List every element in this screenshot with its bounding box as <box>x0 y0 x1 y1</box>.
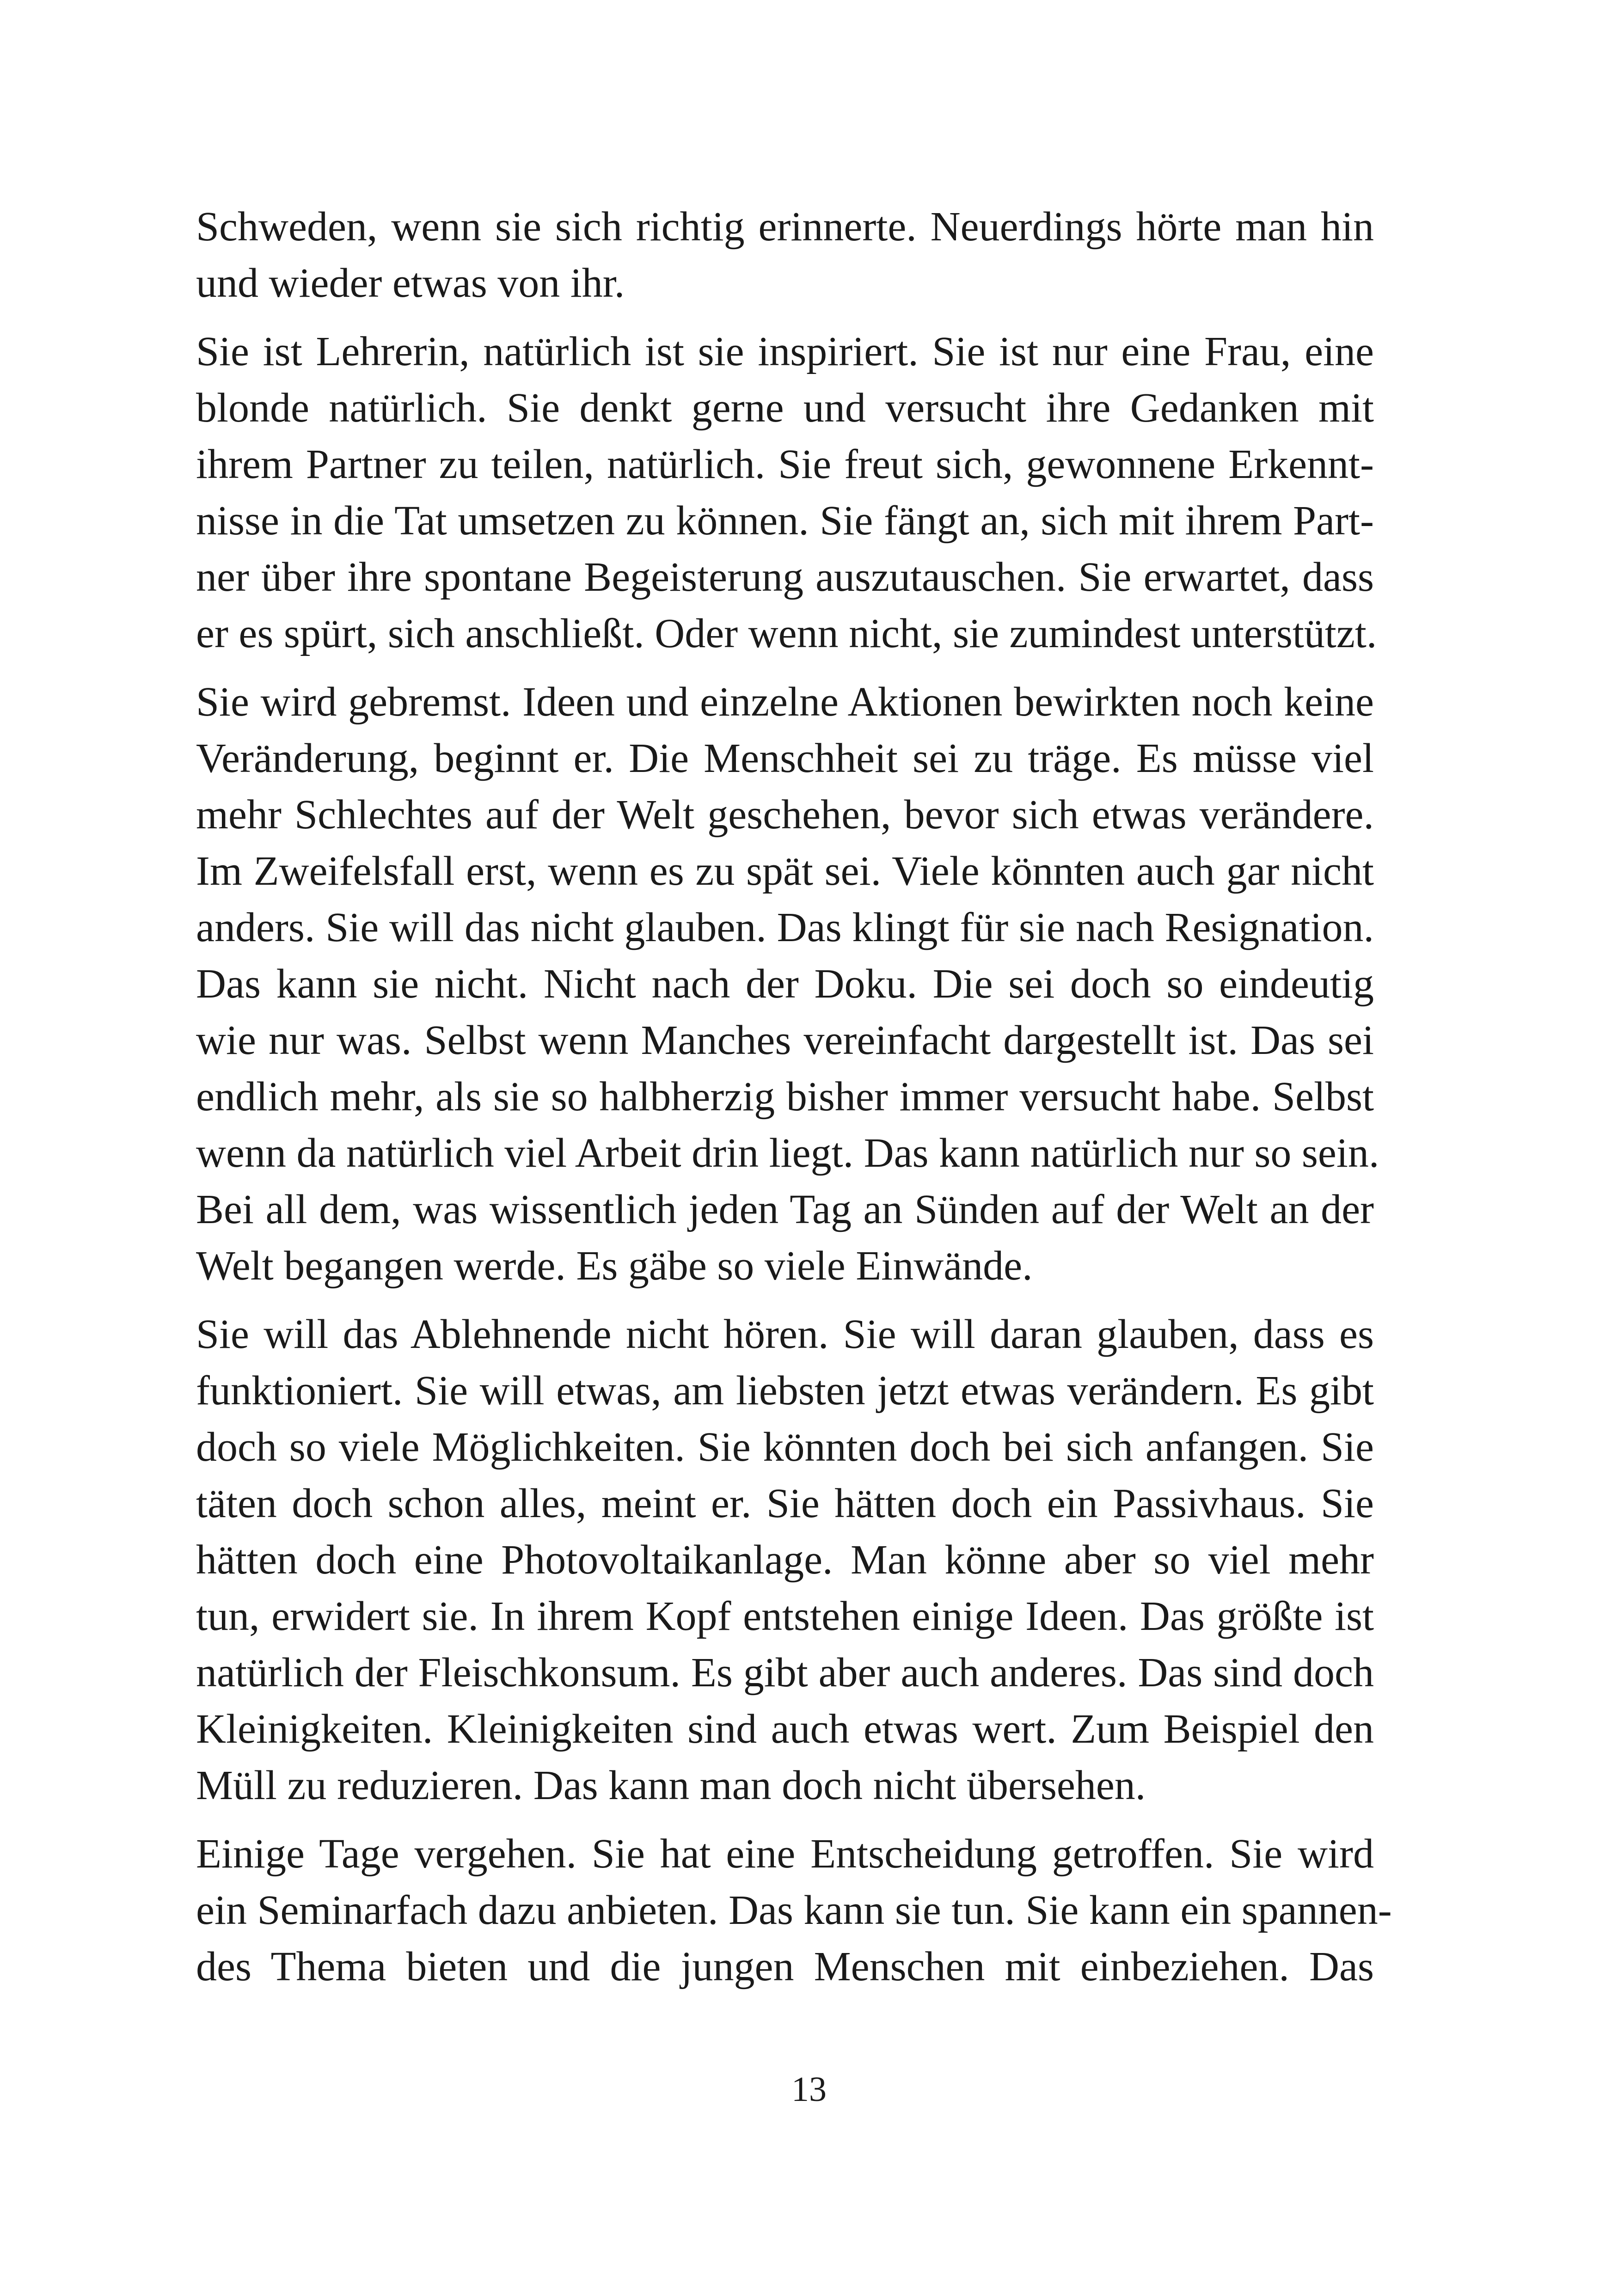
text-line: blonde natürlich. Sie denkt gerne und versucht ihre Gedanken mit <box>196 385 1374 431</box>
text-line: hätten doch eine Photovoltaikanlage. Man könne aber so viel mehr <box>196 1537 1374 1583</box>
text-line: wie nur was. Selbst wenn Manches vereinfacht dargestellt ist. Das sei <box>196 1017 1374 1063</box>
text-line: Welt begangen werde. Es gäbe so viele Einwände. <box>196 1243 1033 1289</box>
text-line: Das kann sie nicht. Nicht nach der Doku. Die sei doch so eindeutig <box>196 961 1374 1007</box>
paragraph <box>196 674 1379 1294</box>
page-number: 13 <box>791 2070 827 2109</box>
text-line: täten doch schon alles, meint er. Sie hätten doch ein Passivhaus. Sie <box>196 1481 1374 1526</box>
text-line: er es spürt, sich anschließt. Oder wenn nicht, sie zumindest unterstützt. <box>196 611 1377 656</box>
text-line: Einige Tage vergehen. Sie hat eine Entscheidung getroffen. Sie wird <box>196 1831 1374 1877</box>
body-text <box>196 199 1392 2007</box>
text-line: mehr Schlechtes auf der Welt geschehen, bevor sich etwas verändere. <box>196 792 1374 838</box>
text-line: ein Seminarfach dazu anbieten. Das kann sie tun. Sie kann ein spannen- <box>196 1887 1392 1933</box>
text-line: Veränderung, beginnt er. Die Menschheit sei zu träge. Es müsse viel <box>196 735 1374 781</box>
text-line: Kleinigkeiten. Kleinigkeiten sind auch etwas wert. Zum Beispiel den <box>196 1706 1374 1752</box>
text-line: Im Zweifelsfall erst, wenn es zu spät sei. Viele könnten auch gar nicht <box>196 848 1374 894</box>
text-line: Sie will das Ablehnende nicht hören. Sie will daran glauben, dass es <box>196 1311 1374 1357</box>
text-line: doch so viele Möglichkeiten. Sie könnten doch bei sich anfangen. Sie <box>196 1424 1374 1470</box>
text-line: Schweden, wenn sie sich richtig erinnerte. Neuerdings hörte man hin <box>196 204 1374 250</box>
text-line: ner über ihre spontane Begeisterung auszutauschen. Sie erwartet, dass <box>196 554 1374 600</box>
text-line: des Thema bieten und die jungen Menschen mit einbeziehen. Das <box>196 1944 1374 1990</box>
text-line: tun, erwidert sie. In ihrem Kopf entstehen einige Ideen. Das größte ist <box>196 1593 1374 1639</box>
paragraph <box>196 199 1374 312</box>
paragraph <box>196 324 1377 662</box>
text-line: wenn da natürlich viel Arbeit drin liegt. Das kann natürlich nur so sein. <box>196 1130 1379 1176</box>
text-line: und wieder etwas von ihr. <box>196 260 625 306</box>
paragraph <box>196 1826 1392 1995</box>
text-line: nisse in die Tat umsetzen zu können. Sie fängt an, sich mit ihrem Part- <box>196 498 1374 544</box>
text-line: Sie ist Lehrerin, natürlich ist sie inspiriert. Sie ist nur eine Frau, eine <box>196 329 1374 374</box>
text-line: ihrem Partner zu teilen, natürlich. Sie freut sich, gewonnene Erkennt- <box>196 441 1374 487</box>
text-line: Sie wird gebremst. Ideen und einzelne Aktionen bewirkten noch keine <box>196 679 1374 725</box>
text-line: natürlich der Fleischkonsum. Es gibt aber auch anderes. Das sind doch <box>196 1650 1374 1696</box>
text-line: anders. Sie will das nicht glauben. Das klingt für sie nach Resignation. <box>196 905 1374 950</box>
text-line: funktioniert. Sie will etwas, am liebsten jetzt etwas verändern. Es gibt <box>196 1368 1374 1414</box>
text-line: Bei all dem, was wissentlich jeden Tag an Sünden auf der Welt an der <box>196 1187 1374 1232</box>
text-line: Müll zu reduzieren. Das kann man doch nicht übersehen. <box>196 1763 1146 1808</box>
paragraph <box>196 1306 1374 1814</box>
text-line: endlich mehr, als sie so halbherzig bisher immer versucht habe. Selbst <box>196 1074 1374 1120</box>
